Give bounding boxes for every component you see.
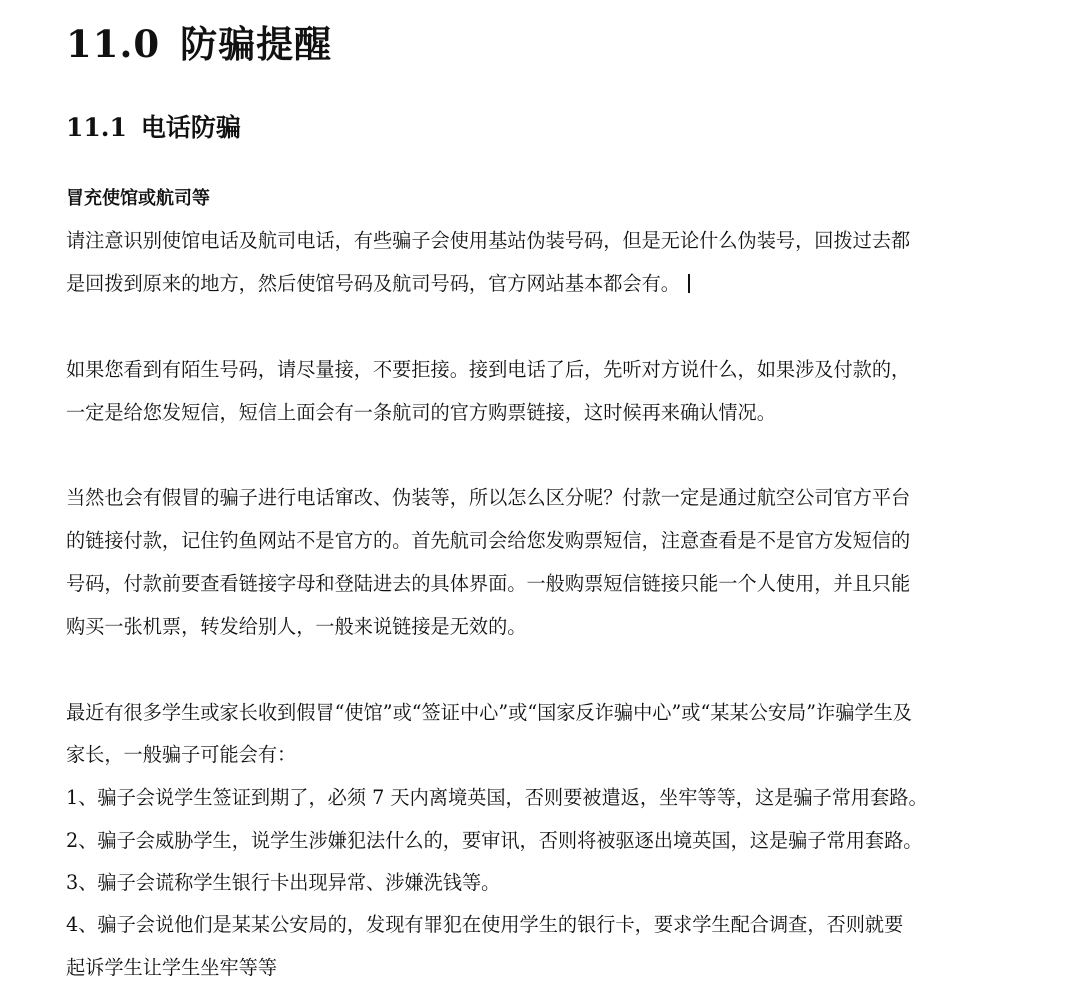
section-number: 11.1 [66,113,127,142]
paragraph-4-line-2: 家长，一般骗子可能会有： [66,743,297,766]
paragraph-1-line-2 [66,274,690,293]
paragraph-3-line-1: 当然也会有假冒的骗子进行电话窜改、伪装等，所以怎么区分呢？付款一定是通过航空公司官方平台 [66,486,911,509]
paragraph-2-line-2: 一定是给您发短信，短信上面会有一条航司的官方购票链接，这时候再来确认情况。 [66,401,776,424]
list-item-4-continued: 起诉学生让学生坐牢等等 [66,956,278,979]
list-item-2: 2、骗子会威胁学生，说学生涉嫌犯法什么的，要审讯，否则将被驱逐出境英国，这是骗子常用套路。 [66,829,923,852]
chapter-heading [66,14,332,68]
section-heading [66,108,241,144]
text-cursor [688,274,690,293]
subheading: 冒充使馆或航司等 [66,188,210,209]
paragraph-3-line-2: 的链接付款，记住钓鱼网站不是官方的。首先航司会给您发购票短信，注意查看是不是官方发短信的 [66,529,911,552]
list-item-4: 4、骗子会说他们是某某公安局的，发现有罪犯在使用学生的银行卡，要求学生配合调查，否则就要 [66,913,904,936]
paragraph-3-line-4: 购买一张机票，转发给别人，一般来说链接是无效的。 [66,615,527,638]
paragraph-2-line-1: 如果您看到有陌生号码，请尽量接，不要拒接。接到电话了后，先听对方说什么，如果涉及付款的， [66,358,911,381]
paragraph-1-line-2-text: 是回拨到原来的地方，然后使馆号码及航司号码，官方网站基本都会有。 [66,272,680,295]
paragraph-1-line-1: 请注意识别使馆电话及航司电话，有些骗子会使用基站伪装号码，但是无论什么伪装号，回拨过去都 [66,229,911,252]
paragraph-3-line-3: 号码，付款前要查看链接字母和登陆进去的具体界面。一般购票短信链接只能一个人使用，并且只能 [66,572,911,595]
section-title: 电话防骗 [140,113,241,142]
list-item-3: 3、骗子会谎称学生银行卡出现异常、涉嫌洗钱等。 [66,871,501,894]
chapter-number: 11.0 [66,22,161,66]
chapter-title: 防骗提醒 [180,22,333,66]
paragraph-4-line-1: 最近有很多学生或家长收到假冒“使馆”或“签证中心”或“国家反诈骗中心”或“某某公安局”诈骗学生及 [66,701,912,724]
list-item-1: 1、骗子会说学生签证到期了，必须 7 天内离境英国，否则要被遣返，坐牢等等，这是骗子常用套路。 [66,786,928,809]
